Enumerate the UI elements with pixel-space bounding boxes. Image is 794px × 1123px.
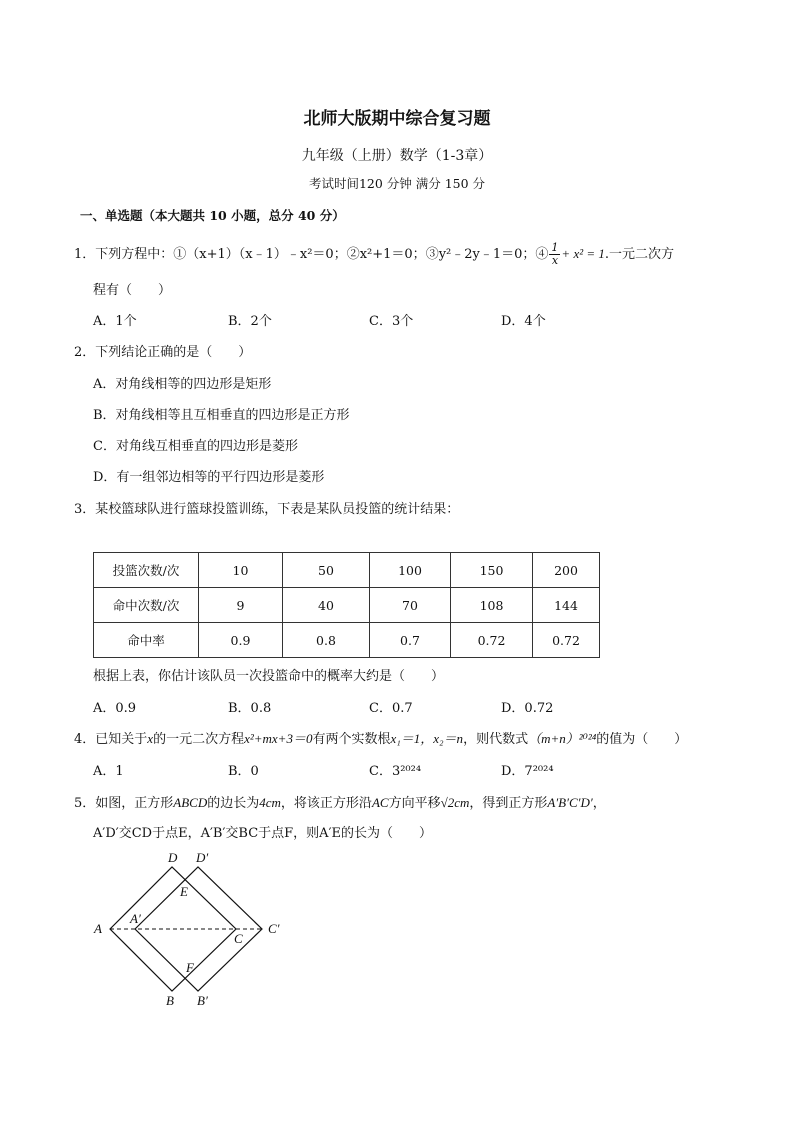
q4-p2: 的一元二次方程 [153,732,245,747]
q4-equation: x²+mx+3＝0 [244,731,313,746]
label-a: A [94,921,102,936]
translated-squares-figure [90,845,300,1015]
label-d-prime: D′ [196,850,209,865]
question-2-stem: 2．下列结论正确的是（ ） [74,345,252,360]
label-b-prime: B′ [197,993,208,1008]
table-cell: 108 [451,588,533,623]
q4-p4: ，则代数式 [463,732,529,747]
q1-option-d[interactable]: D．4个 [501,314,546,329]
q5-l1d: 方向平移 [388,796,441,811]
q2-option-a[interactable]: A．对角线相等的四边形是矩形 [93,377,272,392]
page-subtitle: 九年级（上册）数学（1-3章） [301,148,493,164]
question-5-line-2: A′D′交CD于点E，A′B′交BC于点F，则A′E的长为（ ） [93,826,433,841]
label-c: C [234,931,243,946]
q4-p3: 有两个实数根 [312,732,391,747]
q2-option-d[interactable]: D．有一组邻边相等的平行四边形是菱形 [93,470,325,485]
section-heading: 一、单选题（本大题共 10 小题，总分 40 分） [80,208,345,223]
question-3-question: 根据上表，你估计该队员一次投篮命中的概率大约是（ ） [93,669,445,684]
q3-option-b[interactable]: B．0.8 [228,701,272,716]
q1-eq4-label: ④ [535,247,549,262]
label-f: F [186,960,194,975]
q4-p1: 4．已知关于 [74,732,148,747]
q1-tail: .一元二次方 [604,247,675,262]
q4-expression: （m+n）²⁰²⁴ [528,731,597,746]
q4-var-x: x [147,731,154,746]
table-cell: 0.9 [199,623,283,658]
q1-eq4-rest: + x² = 1 [561,246,605,261]
table-cell: 10 [199,553,283,588]
table-cell: 40 [283,588,370,623]
q5-l1f: ， [592,796,606,811]
label-e: E [180,884,188,899]
q3-option-d[interactable]: D．0.72 [501,701,554,716]
question-4-stem [74,728,687,747]
q1-option-a[interactable]: A．1个 [93,314,137,329]
exam-info: 考试时间120 分钟 满分 150 分 [308,176,486,191]
q3-option-a[interactable]: A．0.9 [93,701,137,716]
table-cell: 200 [533,553,600,588]
q5-abcd: ABCD [173,795,208,810]
label-a-prime: A′ [130,911,141,926]
label-c-prime: C′ [268,921,280,936]
q5-shift: √2cm [440,795,470,810]
q5-l1a: 5．如图，正方形 [74,796,174,811]
table-row [94,588,600,623]
q5-l1b: 的边长为 [207,796,260,811]
label-b: B [166,993,174,1008]
question-1-line-2: 程有（ ） [93,283,172,298]
q5-l1c: ，将该正方形沿 [280,796,372,811]
q1-option-c[interactable]: C．3个 [369,314,414,329]
table-cell: 144 [533,588,600,623]
table-cell: 0.72 [451,623,533,658]
q4-roots: x₁＝1，x₂＝n [390,731,464,746]
q1-prefix: 1．下列方程中： [74,247,174,262]
q4-option-c[interactable]: C．3²⁰²⁴ [369,764,422,779]
q1-eq1: ①（x+1）（x﹣1）﹣x²＝0； [173,247,347,262]
q5-l1e: ，得到正方形 [469,796,548,811]
q1-eq2: ②x²+1＝0； [346,247,426,262]
q1-option-b[interactable]: B．2个 [228,314,272,329]
table-cell: 150 [451,553,533,588]
q4-option-d[interactable]: D．7²⁰²⁴ [501,764,554,779]
q2-option-b[interactable]: B．对角线相等且互相垂直的四边形是正方形 [93,408,350,423]
q1-eq3: ③y²﹣2y﹣1＝0； [425,247,536,262]
shooting-stats-table [93,552,600,658]
q3-option-c[interactable]: C．0.7 [369,701,413,716]
table-cell: 100 [370,553,451,588]
q1-eq4-fraction [549,242,560,267]
q4-p5: 的值为（ ） [596,732,688,747]
table-row [94,623,600,658]
q1-eq4-den: x [551,254,559,267]
label-d: D [168,850,178,865]
q1-eq4-num: 1 [551,241,559,254]
question-5-line-1 [74,792,606,811]
table-row [94,553,600,588]
table-cell: 70 [370,588,451,623]
table-cell: 投篮次数/次 [94,553,199,588]
question-3-stem: 3．某校篮球队进行篮球投篮训练，下表是某队员投篮的统计结果： [74,502,460,517]
q5-length: 4cm [259,795,281,810]
question-1-line-1 [74,242,674,267]
table-cell: 0.8 [283,623,370,658]
q2-option-c[interactable]: C．对角线互相垂直的四边形是菱形 [93,439,298,454]
table-cell: 50 [283,553,370,588]
q4-option-b[interactable]: B．0 [228,764,259,779]
q4-option-a[interactable]: A．1 [93,764,124,779]
table-cell: 0.7 [370,623,451,658]
q5-ac: AC [371,795,389,810]
table-cell: 9 [199,588,283,623]
table-cell: 命中率 [94,623,199,658]
page-title: 北师大版期中综合复习题 [303,109,491,129]
table-cell: 命中次数/次 [94,588,199,623]
table-cell: 0.72 [533,623,600,658]
q5-prime-square: A′B′C′D′ [547,795,593,810]
